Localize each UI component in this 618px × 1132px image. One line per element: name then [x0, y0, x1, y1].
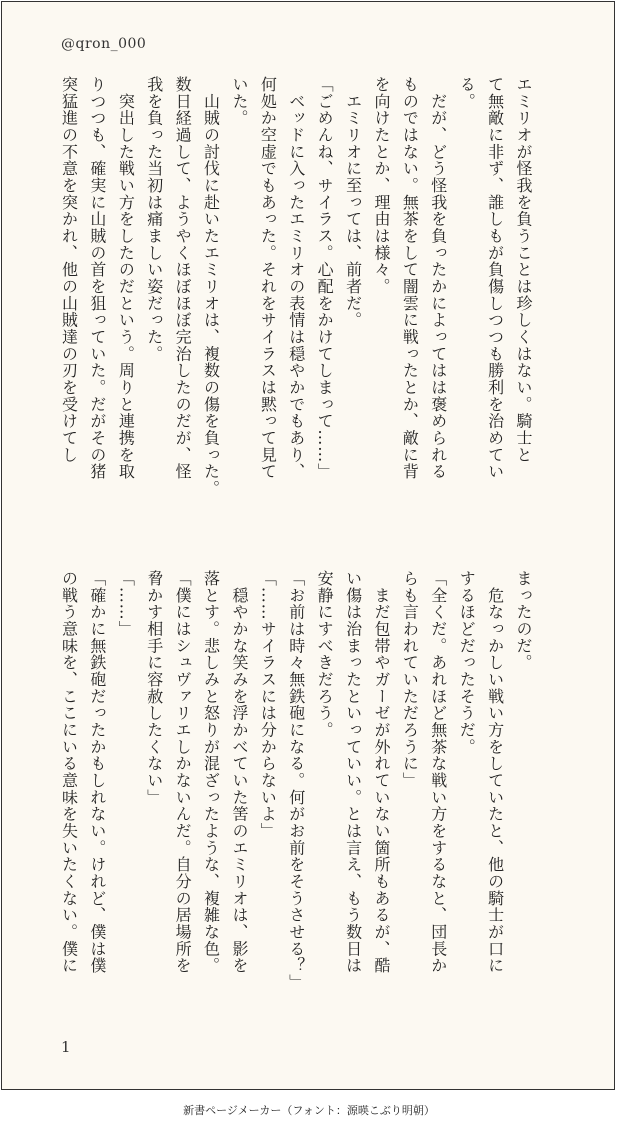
- text-line: まったのだ。: [514, 570, 533, 671]
- text-line: ベッドに入ったエミリオの表情は穏やかでもあり、: [286, 76, 306, 480]
- manuscript-page: [1, 1, 615, 1090]
- text-column-bottom: [59, 570, 537, 1026]
- text-line: らも言われていただろうに」: [400, 570, 420, 789]
- text-line: まだ包帯やガーゼが外れていない箇所もあるが、酷: [371, 570, 391, 974]
- text-line: 「ごめんね、サイラス。心配をかけてしまって……」: [315, 76, 335, 480]
- text-line: 「お前は時々無鉄砲になる。何がお前をそうさせる？」: [286, 570, 306, 991]
- text-line: エミリオが怪我を負うことは珍しくはない。騎士と: [514, 76, 533, 464]
- generator-credit: 新書ページメーカー（フォント：源暎こぶり明朝）: [183, 1104, 435, 1117]
- text-line: の戦う意味を、ここにいる意味を失いたくない。僕に: [59, 570, 79, 974]
- text-line: 山賊の討伐に赴いたエミリオは、複数の傷を負った。: [201, 76, 221, 497]
- text-line: い傷は治まったといっていい。とは言え、もう数日は: [343, 570, 363, 974]
- text-line: 数日経過して、ようやくほぼほぼ完治したのだが、怪: [173, 76, 193, 480]
- text-line: 穏やかな笑みを浮かべていた筈のエミリオは、影を: [229, 570, 249, 974]
- page-number: 1: [61, 1038, 71, 1056]
- text-column-top: [59, 76, 537, 532]
- text-line: を向けたとか、理由は様々。: [371, 76, 391, 295]
- text-line: だが、どう怪我を負ったかによってはは褒められる: [428, 76, 448, 480]
- text-line: 「……」: [116, 570, 136, 638]
- text-line: 突猛進の不意を突かれ、他の山賊達の刃を受けてし: [59, 76, 79, 464]
- text-line: 危なっかしい戦い方をしていたと、他の騎士が口に: [485, 570, 505, 974]
- text-line: 我を負った当初は痛ましい姿だった。: [144, 76, 164, 363]
- text-line: る。: [457, 76, 477, 110]
- text-line: 脅かす相手に容赦したくない」: [144, 570, 164, 806]
- text-line: 「僕にはシュヴァリエしかないんだ。自分の居場所を: [173, 570, 193, 974]
- text-line: 落とす。悲しみと怒りが混ざったような、複雑な色。: [201, 570, 221, 974]
- text-line: て無敵に非ず、誰しもが負傷しつつも勝利を治めてい: [485, 76, 505, 480]
- text-line: 「……サイラスには分からないよ」: [258, 570, 278, 840]
- text-line: 「全くだ。あれほど無茶な戦い方をするなと、団長か: [428, 570, 448, 974]
- text-line: 安静にすべきだろう。: [315, 570, 335, 739]
- text-line: ものではない。無茶をして闇雲に戦ったとか、敵に背: [400, 76, 420, 480]
- text-line: 何処か空虚でもあった。それをサイラスは黙って見て: [258, 76, 278, 480]
- author-handle: @qron_000: [61, 36, 147, 52]
- text-line: エミリオに至っては、前者だ。: [343, 76, 363, 329]
- text-line: いた。: [229, 76, 249, 127]
- text-line: するほどだったそうだ。: [457, 570, 477, 756]
- text-line: 「確かに無鉄砲だったかもしれない。けれど、僕は僕: [87, 570, 107, 974]
- text-line: りつつも、確実に山賊の首を狙っていた。だがその猪: [87, 76, 107, 480]
- text-line: 突出した戦い方をしたのだという。周りと連携を取: [116, 76, 136, 480]
